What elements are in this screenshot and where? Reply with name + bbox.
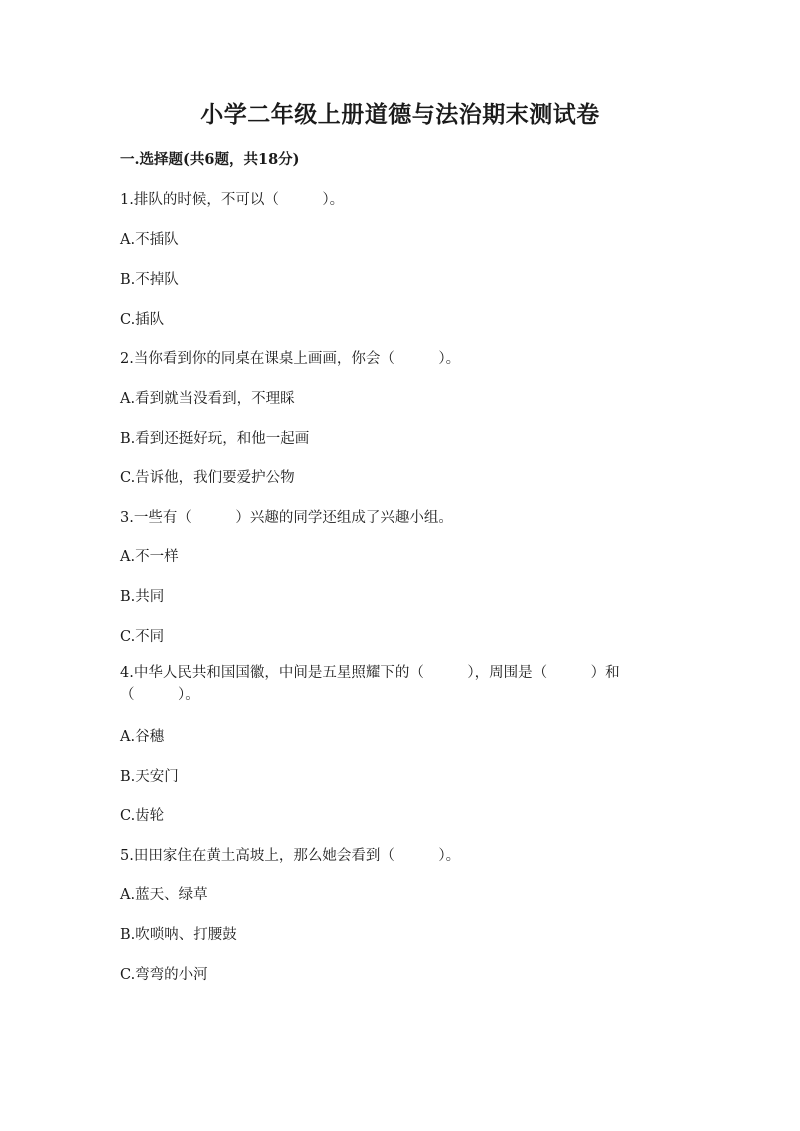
question-4-option-a: A.谷穗	[120, 729, 165, 745]
question-1-option-b: B.不掉队	[120, 272, 179, 288]
question-1-option-c: C.插队	[120, 312, 165, 328]
question-5-option-a: A.蓝天、绿草	[120, 887, 208, 903]
page-title: 小学二年级上册道德与法治期末测试卷	[200, 101, 600, 128]
question-5-option-c: C.弯弯的小河	[120, 967, 208, 983]
question-4-option-b: B.天安门	[120, 769, 179, 785]
question-1-option-a: A.不插队	[120, 232, 179, 248]
question-5-option-b: B.吹唢呐、打腰鼓	[120, 927, 237, 943]
question-3-option-c: C.不同	[120, 629, 165, 645]
question-2-option-c: C.告诉他，我们要爱护公物	[120, 470, 295, 486]
question-2-option-b: B.看到还挺好玩，和他一起画	[120, 431, 310, 447]
question-3-stem: 3.一些有（ ）兴趣的同学还组成了兴趣小组。	[120, 510, 453, 526]
question-2-stem: 2.当你看到你的同桌在课桌上画画，你会（ ）。	[120, 351, 461, 367]
question-3-option-b: B.共同	[120, 589, 165, 605]
question-2-option-a: A.看到就当没看到，不理睬	[120, 391, 295, 407]
question-1-stem: 1.排队的时候，不可以（ ）。	[120, 192, 345, 208]
question-4-option-c: C.齿轮	[120, 808, 165, 824]
question-5-stem: 5.田田家住在黄土高坡上，那么她会看到（ ）。	[120, 848, 461, 864]
section-heading: 一.选择题(共6题，共18分)	[120, 151, 300, 168]
question-3-option-a: A.不一样	[120, 549, 179, 565]
question-4-stem: 4.中华人民共和国国徽，中间是五星照耀下的（ ），周围是（ ）和（ ）。	[120, 665, 620, 703]
